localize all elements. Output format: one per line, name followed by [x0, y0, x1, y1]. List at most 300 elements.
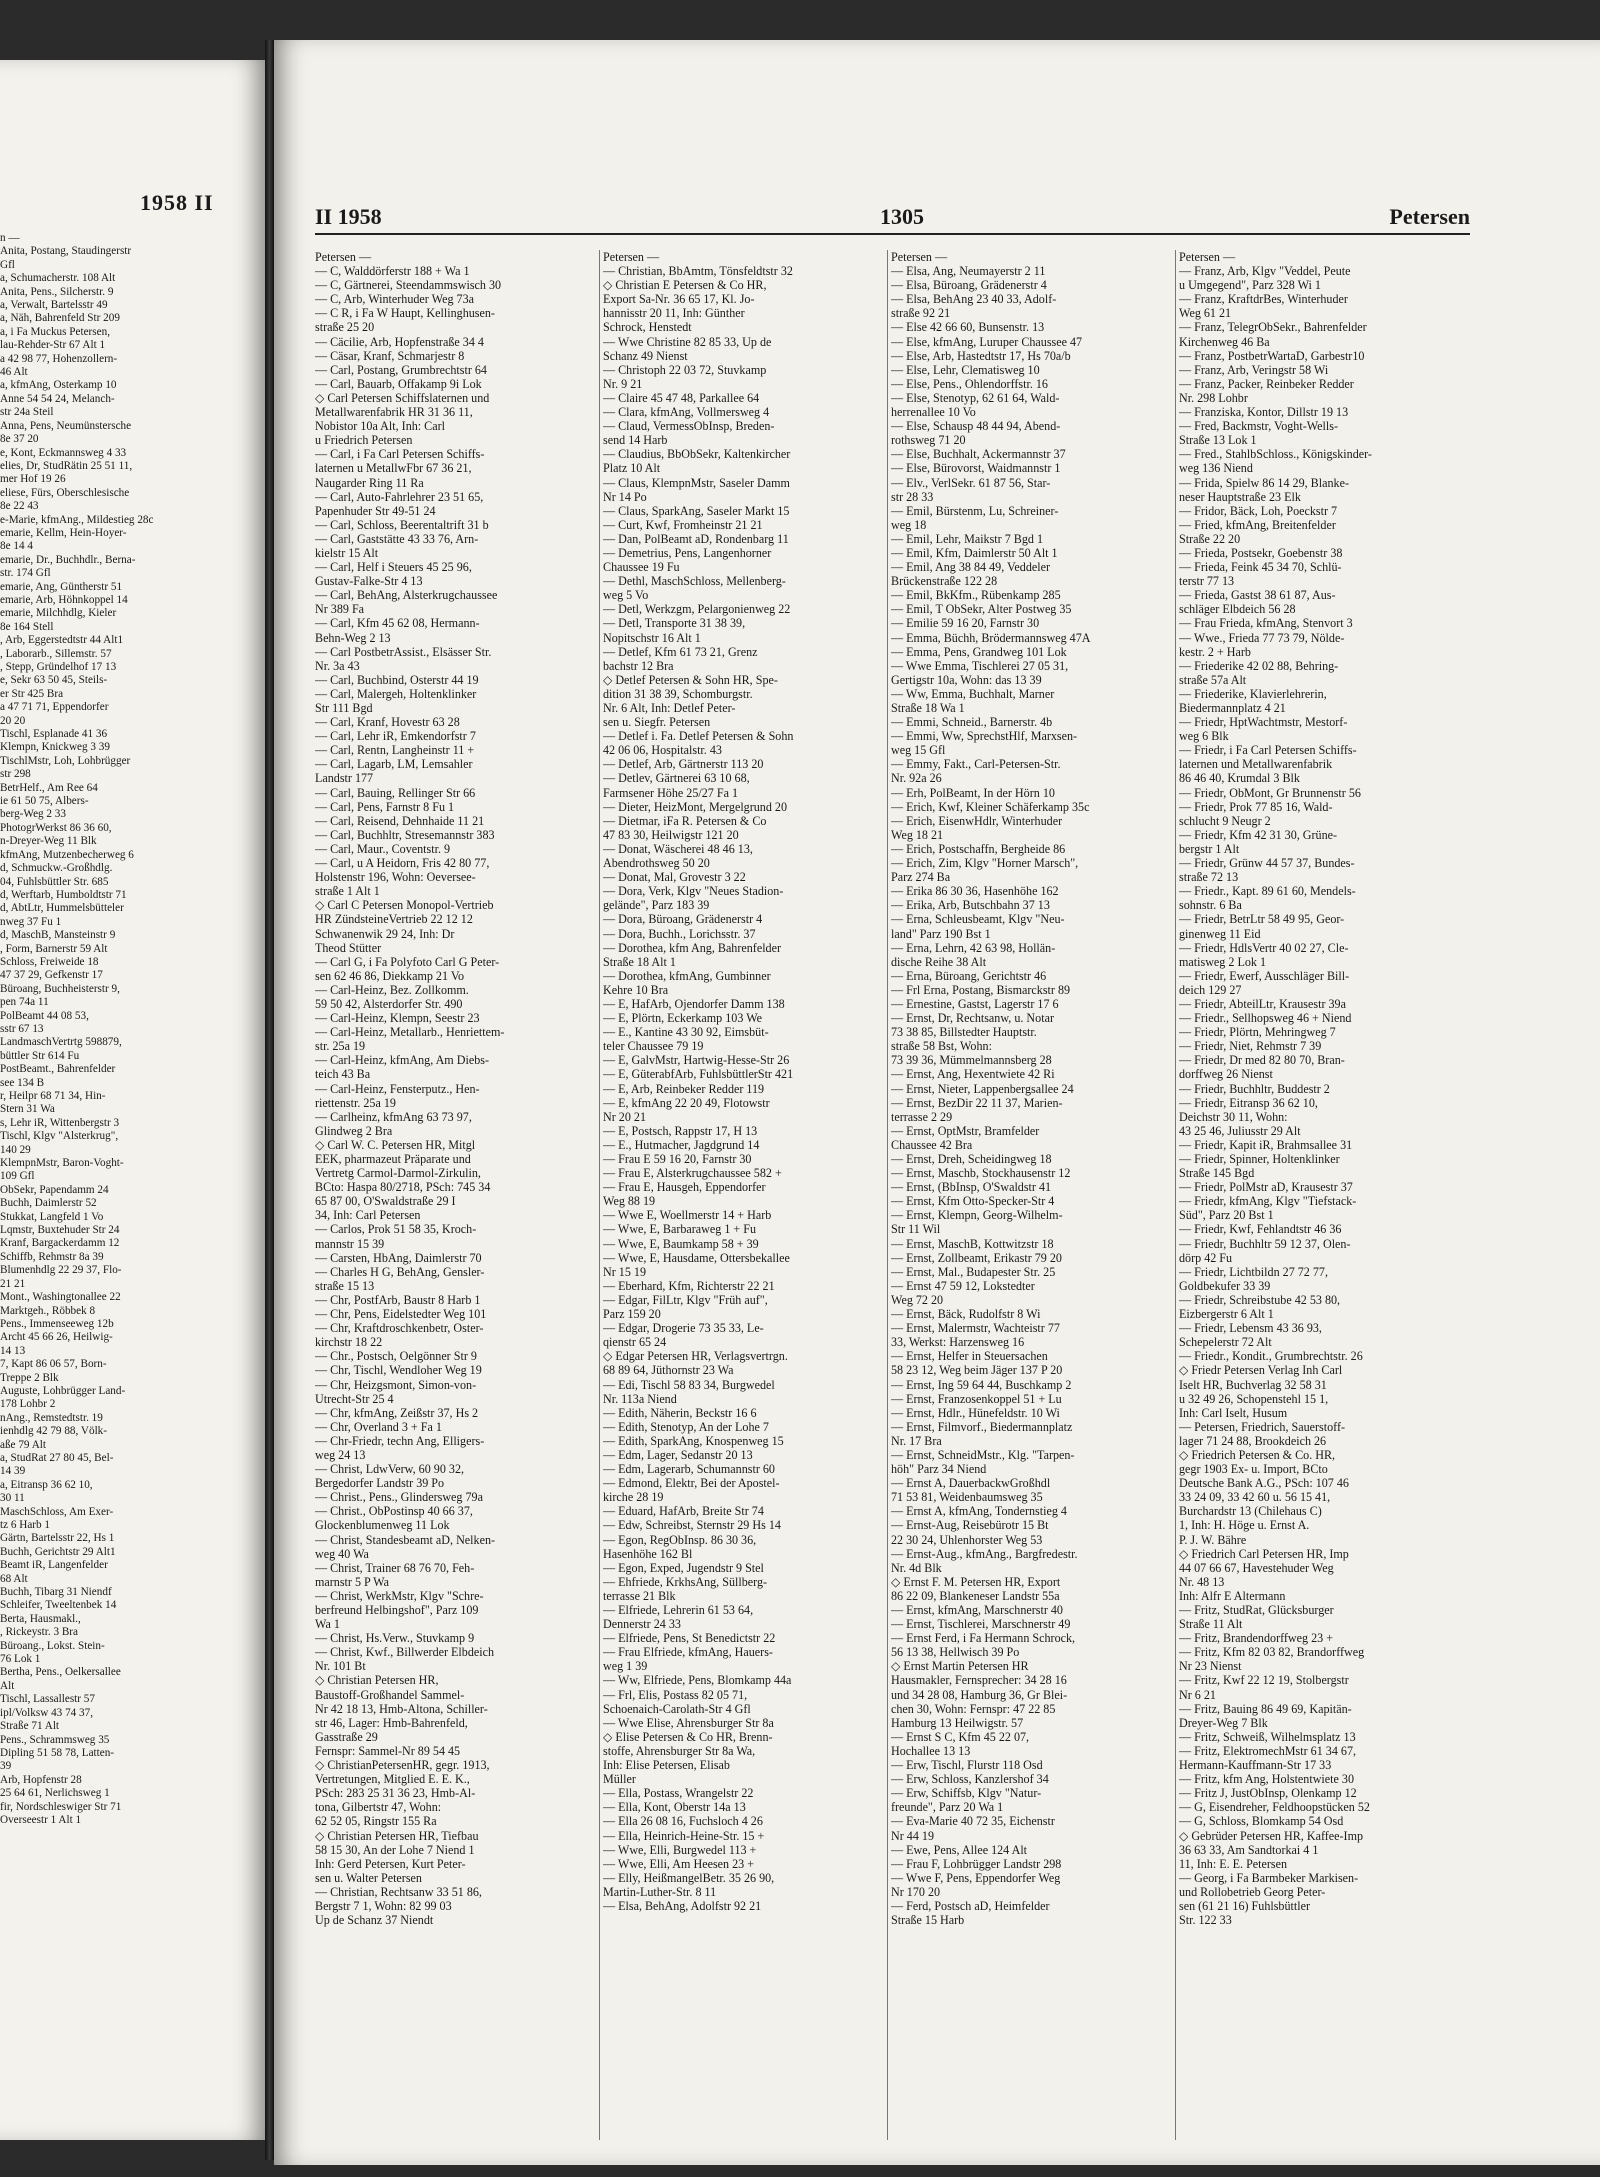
directory-entry-line: Schwanenwik 29 24, Inh: Dr [315, 926, 455, 941]
directory-entry-line: n-Dreyer-Weg 11 Blk [0, 835, 97, 848]
directory-entry-line: — Fred., StahlbSchloss., Königskinder- [1179, 447, 1372, 462]
directory-entry-line: 33, Werkst: Harzensweg 16 [891, 1335, 1025, 1350]
directory-entry-line: teler Chaussee 79 19 [603, 1039, 704, 1054]
directory-entry-line: Inh: Carl Iselt, Husum [1179, 1405, 1288, 1420]
directory-entry-line: — Dora, Verk, Klgv "Neues Stadion- [603, 884, 784, 899]
directory-entry-line: ◇ Edgar Petersen HR, Verlagsvertrgn. [603, 1349, 788, 1364]
directory-entry-line: a, Näh, Bahrenfeld Str 209 [0, 312, 120, 325]
directory-entry-line: 86 22 09, Blankeneser Landstr 55a [891, 1588, 1060, 1603]
directory-entry-line: 86 46 40, Krumdal 3 Blk [1179, 771, 1300, 786]
directory-entry-line: — Carl, Pens, Farnstr 8 Fu 1 [315, 799, 455, 814]
directory-entry-line: — Donat, Mal, Grovestr 3 22 [603, 870, 746, 885]
directory-entry-line: — Christ, WerkMstr, Klgv "Schre- [315, 1588, 484, 1603]
directory-entry-line: ◇ Carl C Petersen Monopol-Vertrieb [315, 898, 494, 913]
directory-entry-line: — E, GüterabfArb, FuhlsbüttlerStr 421 [603, 1067, 794, 1082]
directory-entry-line: straße 72 13 [1179, 870, 1239, 885]
directory-entry-line: — Else, kfmAng, Luruper Chaussee 47 [891, 334, 1083, 349]
directory-entry-line: — Frl, Elis, Postass 82 05 71, [603, 1687, 748, 1702]
directory-entry-line: — Erna, Büroang, Gerichtstr 46 [891, 968, 1047, 983]
directory-entry-line: Parz 159 20 [603, 1307, 661, 1322]
directory-entry-line: — Ernst, Ang, Hexentwiete 42 Ri [891, 1067, 1055, 1082]
directory-entry-line: — Carl-Heinz, Metallarb., Henriettem- [315, 1025, 505, 1040]
directory-entry-line: Nr 20 21 [603, 1109, 646, 1124]
directory-entry-line: — Emmy, Fakt., Carl-Petersen-Str. [891, 757, 1061, 772]
directory-entry-line: — Emma, Büchh, Brödermannsweg 47A [891, 630, 1091, 645]
directory-entry-line: emarie, Kellm, Hein-Hoyer- [0, 526, 127, 539]
directory-entry-line: Papenhuder Str 49-51 24 [315, 503, 436, 518]
directory-entry-line: pen 74a 11 [0, 996, 49, 1009]
directory-entry-line: höh" Parz 34 Niend [891, 1462, 987, 1477]
directory-entry-line: — Carl-Heinz, Bez. Zollkomm. [315, 982, 469, 997]
directory-entry-line: — Dorothea, kfm Ang, Bahrenfelder [603, 940, 781, 955]
directory-entry-line: — Franz, PostbetrWartaD, Garbestr10 [1179, 348, 1365, 363]
directory-entry-line: s, Lehr iR, Wittenbergstr 3 [0, 1116, 120, 1129]
directory-entry-line: — Carl, Reisend, Dehnhaide 11 21 [315, 813, 485, 828]
directory-entry-line: 11, Inh: E. E. Petersen [1179, 1856, 1288, 1871]
page-header [315, 200, 1470, 236]
directory-entry-line: a 42 98 77, Hohenzollern- [0, 352, 118, 365]
directory-entry-line: a, kfmAng, Osterkamp 10 [0, 379, 117, 392]
directory-entry-line: emarie, Ang, Güntherstr 51 [0, 580, 123, 593]
directory-entry-line: Nr. 48 13 [1179, 1574, 1225, 1589]
directory-entry-line: — Elsa, Ang, Neumayerstr 2 11 [891, 264, 1046, 279]
directory-entry-line: Schepelerstr 72 Alt [1179, 1335, 1272, 1350]
directory-entry-line: — Wwe, E, Hausdame, Ottersbekallee [603, 1250, 790, 1265]
directory-entry-line: — Erw, Schloss, Kanzlershof 34 [891, 1772, 1049, 1787]
directory-entry-line: neser Hauptstraße 23 Elk [1179, 489, 1301, 504]
directory-entry-line: Petersen — [891, 250, 948, 264]
directory-entry-line: — Edi, Tischl 58 83 34, Burgwedel [603, 1377, 775, 1392]
directory-entry-line: u Friedrich Petersen [315, 433, 413, 448]
directory-entry-line: — Edgar, FilLtr, Klgv "Früh auf", [603, 1292, 768, 1307]
directory-entry-line: Buchh, Gerichtstr 29 Alt1 [0, 1545, 116, 1558]
directory-entry-line: — Ernst, Filmvorf., Biedermannplatz [891, 1419, 1073, 1434]
directory-entry-line: — Emil, T ObSekr, Alter Postweg 35 [891, 602, 1072, 617]
directory-entry-line: — Carl-Heinz, kfmAng, Am Diebs- [315, 1053, 489, 1068]
directory-entry-line: ◇ Carl W. C. Petersen HR, Mitgl [315, 1137, 476, 1152]
directory-entry-line: — Frau Frieda, kfmAng, Stenvort 3 [1179, 616, 1353, 631]
directory-entry-line: — E, HafArb, Ojendorfer Damm 138 [603, 996, 785, 1011]
directory-entry-line: — Friedr, Eitransp 36 62 10, [1179, 1095, 1318, 1110]
directory-entry-line: — Chr, kfmAng, Zeißstr 37, Hs 2 [315, 1405, 479, 1420]
directory-entry-line: Nr 14 Po [603, 489, 647, 504]
directory-entry-line: sen (61 21 16) Fuhlsbüttler [1179, 1898, 1311, 1913]
directory-entry-line: — Wwe, E, Baumkamp 58 + 39 [603, 1236, 759, 1251]
directory-entry-line: — Detl, Transporte 31 38 39, [603, 616, 746, 631]
directory-entry-line: — Friedr., Sellhopsweg 46 + Niend [1179, 1011, 1352, 1026]
directory-entry-line: Blumenhdlg 22 29 37, Flo- [0, 1264, 122, 1277]
directory-entry-line: P. J. W. Bähre [1179, 1532, 1247, 1547]
directory-entry-line: Straße 71 Alt [0, 1720, 60, 1733]
directory-entry-line: Nr. 101 Bt [315, 1659, 366, 1674]
directory-entry-line: — Carl, i Fa Carl Petersen Schiffs- [315, 447, 485, 462]
directory-entry-line: — Dorothea, kfmAng, Gumbinner [603, 968, 771, 983]
directory-entry-line: , Arb, Eggerstedtstr 44 Alt1 [0, 634, 124, 647]
directory-entry-line: Nopitschstr 16 Alt 1 [603, 630, 701, 645]
directory-entry-line: Straße 11 Alt [1179, 1617, 1243, 1632]
directory-entry-line: Büroang, Buchheisterstr 9, [0, 982, 120, 995]
directory-entry-line: gegr 1903 Ex- u. Import, BCto [1179, 1462, 1328, 1477]
directory-entry-line: — Erna, Lehrn, 42 63 98, Hollän- [891, 940, 1056, 955]
directory-entry-line: — Erich, Kwf, Kleiner Schäferkamp 35c [891, 799, 1090, 814]
directory-entry-line: — Friederike 42 02 88, Behring- [1179, 658, 1339, 673]
directory-entry-line: kestr. 2 + Harb [1179, 644, 1251, 659]
directory-entry-line: — Ernst, Ing 59 64 44, Buschkamp 2 [891, 1377, 1072, 1392]
directory-entry-line: — Ernst, Kfm Otto-Specker-Str 4 [891, 1194, 1055, 1209]
directory-entry-line: — Friedr, i Fa Carl Petersen Schiffs- [1179, 743, 1357, 758]
directory-entry-line: — Carl-Heinz, Klempn, Seestr 23 [315, 1011, 480, 1026]
directory-entry-line: 42 06 06, Hospitalstr. 43 [603, 743, 722, 758]
directory-entry-line: — Fried, kfmAng, Breitenfelder [1179, 517, 1336, 532]
directory-entry-line: Export Sa-Nr. 36 65 17, Kl. Jo- [603, 292, 755, 307]
directory-entry-line: Pens., Schrammsweg 35 [0, 1733, 110, 1746]
directory-entry-line: — Ww, Emma, Buchhalt, Marner [891, 686, 1055, 701]
directory-entry-line: ◇ Ernst Martin Petersen HR [891, 1659, 1029, 1674]
page-number: 1305 [880, 204, 924, 229]
directory-entry-line: ◇ Elise Petersen & Co HR, Brenn- [603, 1729, 773, 1744]
directory-entry-line: Weg 88 19 [603, 1194, 656, 1209]
directory-entry-line: — Detl, Werkzgm, Pelargonienweg 22 [603, 602, 791, 617]
directory-entry-line: — Petersen, Friedrich, Sauerstoff- [1179, 1419, 1346, 1434]
directory-entry-line: — Chr, Heizgsmont, Simon-von- [315, 1377, 477, 1392]
directory-entry-line: lau-Rehder-Str 67 Alt 1 [0, 339, 106, 352]
directory-entry-line: Inh: Alfr E Altermann [1179, 1588, 1286, 1603]
directory-entry-line: — E, Plörtn, Eckerkamp 103 We [603, 1011, 763, 1026]
directory-entry-line: — Franz, Packer, Reinbeker Redder [1179, 376, 1354, 391]
directory-entry-line: Chaussee 42 Bra [891, 1137, 973, 1152]
directory-entry-line: — Ella 26 08 16, Fuchsloch 4 26 [603, 1814, 763, 1829]
left-facing-page [0, 60, 265, 2140]
directory-entry-line: d, Werftarb, Humboldtstr 71 [0, 888, 127, 901]
directory-entry-line: a, i Fa Muckus Petersen, [0, 325, 110, 338]
directory-entry-line: — E, Postsch, Rappstr 17, H 13 [603, 1123, 758, 1138]
directory-entry-line: gelände", Parz 183 39 [603, 898, 710, 913]
book-gutter [265, 40, 274, 2160]
directory-entry-line: — Wwe, Elli, Burgwedel 113 + [603, 1842, 757, 1857]
directory-entry-line: — Carlheinz, kfmAng 63 73 97, [315, 1109, 472, 1124]
directory-entry-line: — Ernst, Dreh, Scheidingweg 18 [891, 1152, 1052, 1166]
directory-entry-line: weg 18 [891, 517, 927, 532]
directory-entry-line: — Friedr, Lichtbildn 27 72 77, [1179, 1264, 1328, 1279]
directory-entry-line: Nobistor 10a Alt, Inh: Carl [315, 419, 445, 434]
directory-entry-line: Straße 145 Bgd [1179, 1166, 1255, 1181]
directory-entry-line: — Elfriede, Lehrerin 61 53 64, [603, 1603, 754, 1617]
directory-entry-line: — Fritz, Kwf 22 12 19, Stolbergstr [1179, 1673, 1349, 1688]
directory-entry-line: rothsweg 71 20 [891, 433, 966, 448]
directory-entry-line: Gustav-Falke-Str 4 13 [315, 574, 423, 589]
directory-entry-line: — Ernst, (BbInsp, O'Swaldstr 41 [891, 1180, 1052, 1195]
directory-entry-line: Str 111 Bgd [315, 701, 373, 715]
directory-entry-line: a, StudRat 27 80 45, Bel- [0, 1451, 114, 1464]
directory-entry-line: Dipling 51 58 78, Latten- [0, 1746, 115, 1759]
directory-entry-line: Nr 44 19 [891, 1828, 934, 1843]
directory-entry-line: — C R, i Fa W Haupt, Kellinghusen- [315, 306, 495, 321]
directory-entry-line: Inh: Elise Petersen, Elisab [603, 1758, 730, 1773]
directory-entry-line: Treppe 2 Blk [0, 1371, 59, 1384]
directory-entry-line: weg 40 Wa [315, 1546, 369, 1561]
directory-entry-line: nAng., Remstedtstr. 19 [0, 1411, 103, 1424]
directory-entry-line: — Friedr, Grünw 44 57 37, Bundes- [1179, 856, 1355, 871]
directory-entry-line: — G, Eisendreher, Feldhoopstücken 52 [1179, 1800, 1370, 1815]
directory-entry-line: Vertretungen, Mitglied E. E. K., [315, 1772, 470, 1787]
directory-entry-line: Glindweg 2 Bra [315, 1123, 393, 1138]
directory-entry-line: — Friedr, Kapit iR, Brahmsallee 31 [1179, 1137, 1353, 1152]
directory-entry-line: — Erna, Schleusbeamt, Klgv "Neu- [891, 912, 1065, 927]
directory-entry-line: — Friedr, ObMont, Gr Brunnenstr 56 [1179, 785, 1361, 800]
directory-entry-line: Petersen — [315, 250, 372, 264]
directory-entry-line: ◇ Detlef Petersen & Sohn HR, Spe- [603, 672, 778, 687]
directory-entry-line: — Frau F, Lohbrügger Landstr 298 [891, 1856, 1062, 1871]
directory-entry-line: nweg 37 Fu 1 [0, 915, 62, 928]
directory-entry-line: Iselt HR, Buchverlag 32 58 31 [1179, 1377, 1327, 1392]
directory-entry-line: ienhdlg 42 79 88, Völk- [0, 1425, 108, 1438]
directory-entry-line: ObSekr, Papendamm 24 [0, 1183, 109, 1196]
directory-entry-line: Weg 18 21 [891, 827, 944, 842]
directory-entry-line: terrasse 2 29 [891, 1109, 953, 1124]
directory-entry-line: weg 5 Vo [603, 588, 649, 603]
directory-entry-line: — Frieda, Feink 45 34 70, Schlü- [1179, 560, 1342, 575]
directory-entry-line: — Wwe, Elli, Am Heesen 23 + [603, 1856, 755, 1871]
directory-entry-line: sen u. Siegfr. Petersen [603, 715, 711, 730]
directory-entry-line: — Ernestine, Gastst, Lagerstr 17 6 [891, 996, 1059, 1011]
directory-entry-line: — Claudius, BbObSekr, Kaltenkircher [603, 447, 791, 462]
directory-entry-line: Nr 389 Fa [315, 602, 365, 617]
directory-entry-line: — Frida, Spielw 86 14 29, Blanke- [1179, 475, 1349, 490]
directory-entry-line: Goldbekufer 33 39 [1179, 1278, 1271, 1293]
directory-entry-line: straße 92 21 [891, 306, 951, 321]
directory-entry-line: dition 31 38 39, Schomburgstr. [603, 686, 753, 701]
directory-entry-line: — Emil, Bürstenm, Lu, Schreiner- [891, 503, 1059, 518]
directory-entry-line: fir, Nordschleswiger Str 71 [0, 1800, 122, 1813]
directory-entry-line: u 32 49 26, Schopenstehl 15 1, [1179, 1391, 1329, 1406]
directory-entry-line: — Christ, Kwf., Billwerder Elbdeich [315, 1645, 495, 1660]
directory-entry-line: Deichstr 30 11, Wohn: [1179, 1109, 1288, 1124]
directory-entry-line: a 47 71 71, Eppendorfer [0, 701, 109, 714]
directory-entry-line: — Ernst 47 59 12, Lokstedter [891, 1278, 1035, 1293]
directory-entry-line: — Carl, Maur., Coventstr. 9 [315, 841, 451, 856]
directory-entry-line: dörp 42 Fu [1179, 1250, 1233, 1265]
directory-entry-line: Arb, Hopfenstr 28 [0, 1773, 82, 1786]
directory-entry-line: Gasstraße 29 [315, 1729, 378, 1744]
directory-entry-line: 76 Lok 1 [0, 1653, 41, 1666]
directory-entry-line: d, Schmuckw.-Großhdlg. [0, 862, 113, 875]
directory-entry-line: Berta, Hausmakl., [0, 1612, 81, 1625]
directory-entry-line: Schiffb, Rehmstr 8a 39 [0, 1250, 104, 1263]
directory-entry-line: — Fritz, Brandendorffweg 23 + [1179, 1631, 1334, 1646]
directory-entry-line: — Fritz, ElektromechMstr 61 34 67, [1179, 1743, 1357, 1758]
directory-entry-line: — Christian, Rechtsanw 33 51 86, [315, 1884, 482, 1899]
directory-entry-line: — Friedr, Spinner, Holtenklinker [1179, 1152, 1340, 1166]
directory-entry-line: berg-Weg 2 33 [0, 808, 66, 821]
directory-entry-line: — Ernst, Malermstr, Wachteistr 77 [891, 1321, 1060, 1336]
directory-entry-line: , Stepp, Gründelhof 17 13 [0, 661, 117, 673]
directory-entry-line: e-Marie, kfmAng., Mildestieg 28c [0, 513, 154, 526]
directory-entry-line: lager 71 24 88, Brookdeich 26 [1179, 1433, 1327, 1448]
directory-entry-line: Naugarder Ring 11 Ra [315, 475, 424, 490]
directory-entry-line: — Friedr, Dr med 82 80 70, Bran- [1179, 1053, 1345, 1068]
directory-entry-line: Marktgeh., Röbbek 8 [0, 1304, 96, 1317]
directory-entry-line: Straße 13 Lok 1 [1179, 433, 1257, 448]
directory-entry-line: — Claud, VermessObInsp, Breden- [603, 419, 775, 434]
directory-entry-line: dische Reihe 38 Alt [891, 954, 987, 969]
directory-entry-line: 8e 14 4 [0, 540, 33, 553]
directory-entry-line: u Umgegend", Parz 328 Wi 1 [1179, 278, 1321, 293]
column-4 [1179, 250, 1461, 1927]
directory-entry-line: — Emilie 59 16 20, Farnstr 30 [891, 616, 1040, 631]
directory-entry-line: — Egon, RegObInsp. 86 30 36, [603, 1532, 757, 1547]
directory-entry-line: Müller [603, 1772, 636, 1787]
directory-entry-line: weg 136 Niend [1179, 461, 1253, 476]
directory-entry-line: , Rickeystr. 3 Bra [0, 1626, 78, 1639]
directory-entry-line: — Christ, LdwVerw, 60 90 32, [315, 1462, 465, 1477]
directory-entry-line: büttler Str 614 Fu [0, 1049, 80, 1062]
directory-entry-line: Schloss, Freiweide 18 [0, 955, 99, 968]
directory-entry-line: Holstenstr 196, Wohn: Oeverseе- [315, 870, 476, 885]
directory-entry-line: — G, Schloss, Blomkamp 54 Osd [1179, 1814, 1344, 1829]
directory-entry-line: — Ernst, SchneidMstr., Klg. "Tarpen- [891, 1447, 1075, 1462]
directory-entry-line: — Carl, Postang, Grumbrechtstr 64 [315, 362, 487, 377]
column-2 [603, 250, 885, 1913]
directory-entry-line: elies, Dr, StudRätin 25 51 11, [0, 459, 133, 472]
directory-entry-line: PolBeamt 44 08 53, [0, 1009, 89, 1022]
directory-entry-line: matisweg 2 Lok 1 [1179, 954, 1266, 969]
directory-entry-line: — Friedr, BetrLtr 58 49 95, Geor- [1179, 912, 1345, 927]
directory-entry-line: — Erika, Arb, Butschbahn 37 13 [891, 898, 1050, 913]
directory-entry-line: ◇ Christian Petersen HR, Tiefbau [315, 1828, 479, 1843]
directory-entry-line: weg 6 Blk [1179, 729, 1229, 744]
directory-entry-line: 33 24 09, 33 42 60 u. 56 15 41, [1179, 1490, 1331, 1505]
directory-entry-line: — Frieda, Gastst 38 61 87, Aus- [1179, 588, 1336, 603]
directory-entry-line: Pens., Immenseeweg 12b [0, 1317, 114, 1330]
directory-entry-line: — Ernst, Franzosenkoppel 51 + Lu [891, 1391, 1062, 1406]
directory-entry-line: 8e 164 Stell [0, 620, 54, 633]
directory-entry-line: — Carl, Auto-Fahrlehrer 23 51 65, [315, 489, 484, 504]
directory-entry-line: Nr 15 19 [603, 1264, 646, 1279]
directory-entry-line: laternen u MetallwFbr 67 36 21, [315, 461, 472, 476]
directory-entry-line: schläger Elbdeich 56 28 [1179, 602, 1296, 617]
directory-entry-line: — Emil, Lehr, Maikstr 7 Bgd 1 [891, 531, 1044, 546]
directory-entry-line: Bergedorfer Landstr 39 Po [315, 1476, 445, 1491]
directory-entry-line: Büroang., Lokst. Stein- [0, 1639, 105, 1652]
directory-entry-line: — Elly, HeißmangelBetr. 35 26 90, [603, 1870, 775, 1885]
directory-entry-line: Abendrothsweg 50 20 [603, 856, 710, 871]
directory-entry-line: — Erich, EisenwHdlr, Winterhuder [891, 813, 1063, 828]
directory-entry-line: Bertha, Pens., Oelkersallee [0, 1666, 121, 1679]
directory-entry-line: er Str 425 Bra [0, 687, 64, 700]
directory-entry-line: — Ernst, Hdlr., Hünefeldstr. 10 Wi [891, 1405, 1060, 1420]
directory-entry-line: — C, Gärtnerei, Steendammswisch 30 [315, 278, 502, 293]
directory-entry-line: — Wwe Emma, Tischlerei 27 05 31, [891, 658, 1069, 673]
directory-entry-line: MaschSchloss, Am Exer- [0, 1505, 114, 1518]
directory-entry-line: Farmsener Höhe 25/27 Fa 1 [603, 785, 739, 800]
directory-entry-line: — Ernst A, DauerbackwGroßhdl [891, 1476, 1051, 1491]
directory-entry-line: straße 57a Alt [1179, 672, 1247, 687]
directory-entry-line: weg 1 39 [603, 1659, 648, 1674]
directory-entry-line: 25 64 61, Nerlichsweg 1 [0, 1787, 110, 1800]
directory-entry-line: — Friedr, Kwf, Fehlandtstr 46 36 [1179, 1222, 1342, 1237]
directory-entry-line: Theod Stütter [315, 940, 382, 955]
directory-entry-line: str 298 [0, 768, 31, 781]
directory-entry-line: — Carl-Heinz, Fensterputz., Hen- [315, 1081, 480, 1096]
directory-entry-line: teich 43 Ba [315, 1067, 371, 1082]
directory-entry-line: Nr. 3a 43 [315, 658, 360, 673]
directory-entry-line: ipl/Volksw 43 74 37, [0, 1706, 94, 1719]
directory-entry-line: — Erich, Postschaffn, Bergheide 86 [891, 841, 1066, 856]
directory-entry-line: sen 62 46 86, Diekkamp 21 Vo [315, 968, 465, 983]
directory-entry-line: — Friedr, Kfm 42 31 30, Grüne- [1179, 827, 1338, 842]
directory-entry-line: — Friedr., Kapt. 89 61 60, Mendels- [1179, 884, 1356, 899]
directory-entry-line: — Ernst, Helfer in Steuersachen [891, 1349, 1048, 1364]
directory-entry-line: weg 15 Gfl [891, 743, 946, 758]
directory-entry-line: Stukkat, Langfeld 1 Vo [0, 1210, 104, 1223]
directory-entry-line: — Carl, Rentn, Langheinstr 11 + [315, 743, 475, 758]
directory-entry-line: Wa 1 [315, 1617, 340, 1632]
directory-entry-line: Hasenhöhe 162 Bl [603, 1546, 693, 1561]
directory-entry-line: str. 174 Gfl [0, 567, 51, 580]
directory-entry-line: 14 13 [0, 1344, 26, 1357]
directory-entry-line: straße 15 13 [315, 1278, 375, 1293]
directory-entry-line: — Ernst, Mal., Budapester Str. 25 [891, 1264, 1056, 1279]
directory-entry-line: laternen und Metallwarenfabrik [1179, 757, 1333, 772]
directory-entry-line: — Friedr, Buchhltr, Buddestr 2 [1179, 1081, 1330, 1096]
directory-entry-line: e, Kont, Eckmannsweg 4 33 [0, 446, 127, 459]
directory-entry-line: und Rollobetrieb Georg Peter- [1179, 1884, 1326, 1899]
directory-entry-line: — Dora, Büroang, Grädenerstr 4 [603, 912, 763, 927]
directory-entry-line: 56 13 38, Hellwisch 39 Po [891, 1645, 1020, 1660]
directory-entry-line: — Friedr, Lebensm 43 36 93, [1179, 1321, 1322, 1336]
directory-entry-line: Nr 170 20 [891, 1884, 941, 1899]
directory-entry-line: Str 11 Wil [891, 1222, 941, 1237]
directory-entry-line: 65 87 00, O'Swaldstraße 29 I [315, 1194, 456, 1209]
directory-entry-line: BCto: Haspa 80/2718, PSch: 745 34 [315, 1180, 491, 1195]
directory-entry-line: — Emil, Kfm, Daimlerstr 50 Alt 1 [891, 545, 1058, 560]
directory-entry-line: berfreund Helbingshof", Parz 109 [315, 1603, 479, 1617]
directory-entry-line: — Ernst, MaschB, Kottwitzstr 18 [891, 1236, 1054, 1251]
directory-entry-line: 22 30 24, Uhlenhorster Weg 53 [891, 1532, 1043, 1547]
column-divider [599, 250, 600, 2140]
directory-entry-line: sohnstr. 6 Ba [1179, 898, 1242, 913]
directory-entry-line: — Detlef, Kfm 61 73 21, Grenz [603, 644, 758, 659]
directory-entry-line: Parz 274 Ba [891, 870, 951, 885]
directory-entry-line: — Ernst, Zollbeamt, Erikastr 79 20 [891, 1250, 1062, 1265]
directory-entry-line: Buchh, Daimlerstr 52 [0, 1197, 97, 1210]
directory-entry-line: — Carl PostbetrAssist., Elsässer Str. [315, 644, 492, 659]
directory-entry-line: Weg 61 21 [1179, 306, 1232, 321]
directory-entry-line: — Wwe, E, Barbaraweg 1 + Fu [603, 1222, 757, 1237]
directory-entry-line: — Franziska, Kontor, Dillstr 19 13 [1179, 405, 1349, 420]
directory-entry-line: und 34 28 08, Hamburg 36, Gr Blei- [891, 1687, 1068, 1702]
directory-entry-line: — Edgar, Drogerie 73 35 33, Le- [603, 1321, 764, 1336]
directory-entry-line: ◇ Christian E Petersen & Co HR, [603, 278, 767, 293]
directory-entry-line: PhotogrWerkst 86 36 60, [0, 821, 112, 834]
directory-entry-line: — E, kfmAng 22 20 49, Flotowstr [603, 1095, 770, 1110]
directory-entry-line: Buchh, Tibarg 31 Niendf [0, 1586, 112, 1599]
directory-entry-line: — Wwe Christine 82 85 33, Up de [603, 334, 772, 349]
directory-entry-line: Beamt iR, Langenfelder [0, 1559, 108, 1572]
directory-entry-line: — Carlos, Prok 51 58 35, Kroch- [315, 1222, 477, 1237]
directory-entry-line: 8e 22 43 [0, 500, 39, 513]
directory-entry-line: — Erh, PolBeamt, In der Hörn 10 [891, 785, 1055, 800]
directory-entry-line: Inh: Gerd Petersen, Kurt Peter- [315, 1856, 466, 1871]
directory-entry-line: 62 52 05, Ringstr 155 Ra [315, 1814, 437, 1829]
directory-entry-line: — Carl, Schloss, Beerentaltrift 31 b [315, 517, 489, 532]
directory-entry-line: stoffe, Ahrensburger Str 8a Wa, [603, 1743, 756, 1758]
directory-entry-line: Bergstr 7 1, Wohn: 82 99 03 [315, 1898, 452, 1913]
directory-entry-line: — Ernst, kfmAng, Marschnerstr 40 [891, 1603, 1063, 1617]
directory-entry-line: Anna, Pens, Neumünstersche [0, 419, 132, 432]
directory-entry-line: PostBeamt., Bahrenfelder [0, 1063, 116, 1076]
directory-entry-line: Nr 6 21 [1179, 1687, 1216, 1702]
